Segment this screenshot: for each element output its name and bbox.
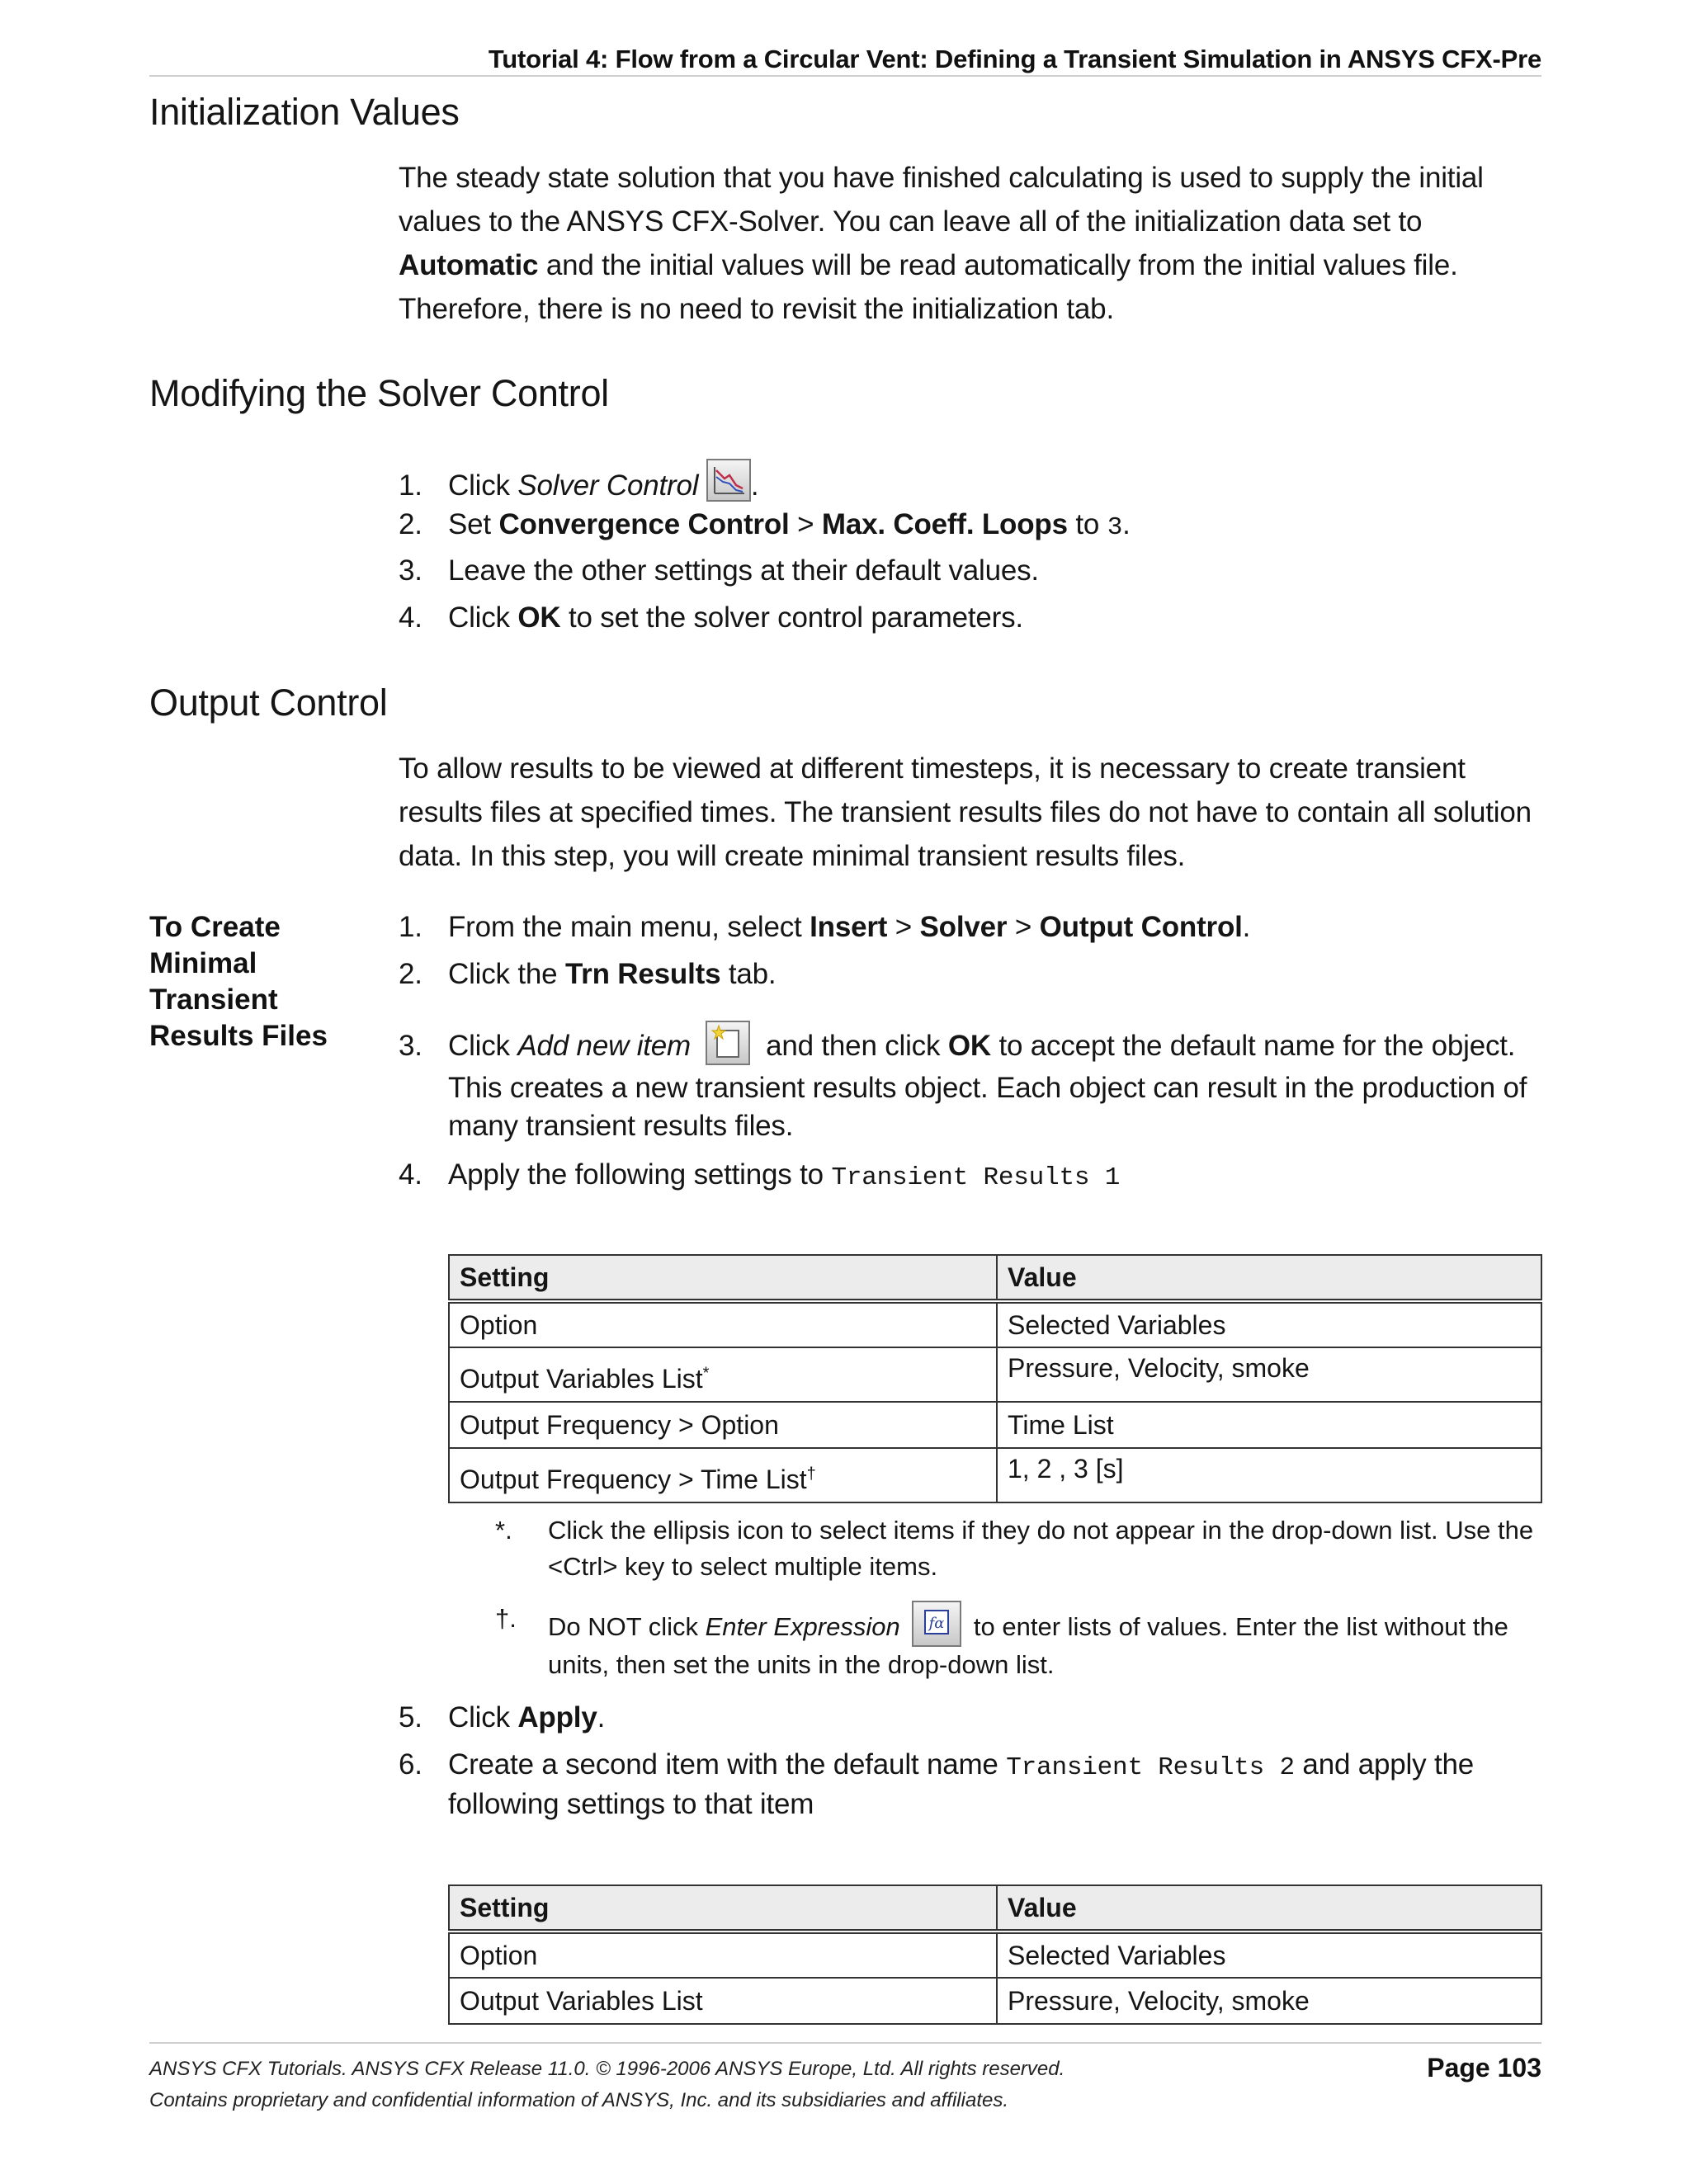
footnote-ref-dagger: † [806,1464,816,1483]
footer-copyright: ANSYS CFX Tutorials. ANSYS CFX Release 11.0. © 1996-2006 ANSYS Europe, Ltd. All rights reserved. [149,2058,1065,2080]
section-heading-initialization: Initialization Values [149,91,460,133]
transient-results-2-settings-table [448,1884,1542,2025]
solver-control-icon[interactable] [706,459,751,502]
footnote-asterisk: *. Click the ellipsis icon to select items if they do not appear in the drop-down list. Use the <Ctrl> key to select multiple items. [495,1516,1534,1581]
transient-results-1-settings-table [448,1254,1542,1503]
solver-step-2: 2. Set Convergence Control > Max. Coeff. Loops to 3. [399,508,1131,542]
table-header-row [449,1885,1541,1932]
table-header-row [449,1255,1541,1301]
table-cell-setting: Output Frequency > Option [449,1402,997,1448]
footnote-dagger: †. Do NOT click Enter Expression fα to enter lists of values. Enter the list without the units, then set the units in the drop-down list. [495,1601,548,1637]
column-header-setting: Setting [449,1885,997,1932]
column-header-value: Value [997,1255,1541,1301]
output-step-1: 1. From the main menu, select Insert > Solver > Output Control. [399,911,1251,943]
column-header-setting: Setting [449,1255,997,1301]
footer-confidentiality: Contains proprietary and confidential information of ANSYS, Inc. and its subsidiaries and affiliates. [149,2089,1008,2111]
footer-rule [149,2042,1541,2044]
output-step-2: 2. Click the Trn Results tab. [399,958,777,990]
solver-step-1: 1. Click Solver Control . [399,459,758,504]
output-step-3: 3. Click Add new item and then click OK to accept the default name for the object. [399,1021,1515,1065]
output-step-6-continuation: following settings to that item [448,1788,814,1820]
output-step-6: 6. Create a second item with the default name Transient Results 2 and apply the [399,1748,1475,1782]
table-row [449,1402,1541,1448]
table-row [449,1978,1541,2024]
table-cell-setting: Output Variables List* [449,1347,997,1402]
table-row [449,1448,1541,1502]
solver-step-3: 3. Leave the other settings at their default values. [399,554,1039,587]
side-heading-create-transient-results: To Create Minimal Transient Results Files [149,911,328,1052]
table-row [449,1932,1541,1978]
table-cell-setting: Output Variables List [449,1978,997,2024]
svg-text:fα: fα [928,1615,945,1632]
column-header-value: Value [997,1885,1541,1932]
table-cell-value: Pressure, Velocity, smoke [997,1347,1541,1402]
enter-expression-icon[interactable] [912,1601,961,1647]
table-cell-setting: Option [449,1301,997,1347]
output-step-4: 4. Apply the following settings to Transient Results 1 [399,1158,1121,1192]
table-cell-value: Pressure, Velocity, smoke [997,1978,1541,2024]
running-header: Tutorial 4: Flow from a Circular Vent: Defining a Transient Simulation in ANSYS CFX-Pre [488,45,1541,73]
section-heading-solver-control: Modifying the Solver Control [149,372,609,414]
table-cell-value: Selected Variables [997,1301,1541,1347]
initialization-paragraph: The steady state solution that you have finished calculating is used to supply the initial values to the ANSYS CFX-Solver. You can leave all of the initialization data set to Automatic and the initial values will be read automatically from the initial values file. Therefore, there is no need to revisit the initialization tab. [399,162,1484,325]
table-row [449,1301,1541,1347]
footnote-ref-asterisk: * [702,1363,710,1382]
page-number: Page 103 [1427,2053,1541,2083]
table-cell-setting: Output Frequency > Time List† [449,1448,997,1502]
output-control-paragraph: To allow results to be viewed at different timesteps, it is necessary to create transient results files at specified times. The transient results files do not have to contain all solution data. In this step, you will create minimal transient results files. [399,752,1532,872]
output-step-3-description: This creates a new transient results object. Each object can result in the production of many transient results files. [448,1072,1527,1142]
table-cell-value: 1, 2 , 3 [s] [997,1448,1541,1502]
table-cell-value: Selected Variables [997,1932,1541,1978]
add-new-item-icon[interactable] [706,1021,750,1065]
header-rule [149,75,1541,77]
solver-step-4: 4. Click OK to set the solver control parameters. [399,601,1023,634]
output-step-5: 5. Click Apply. [399,1701,606,1734]
table-row [449,1347,1541,1402]
table-cell-value: Time List [997,1402,1541,1448]
section-heading-output-control: Output Control [149,682,388,724]
table-cell-setting: Option [449,1932,997,1978]
